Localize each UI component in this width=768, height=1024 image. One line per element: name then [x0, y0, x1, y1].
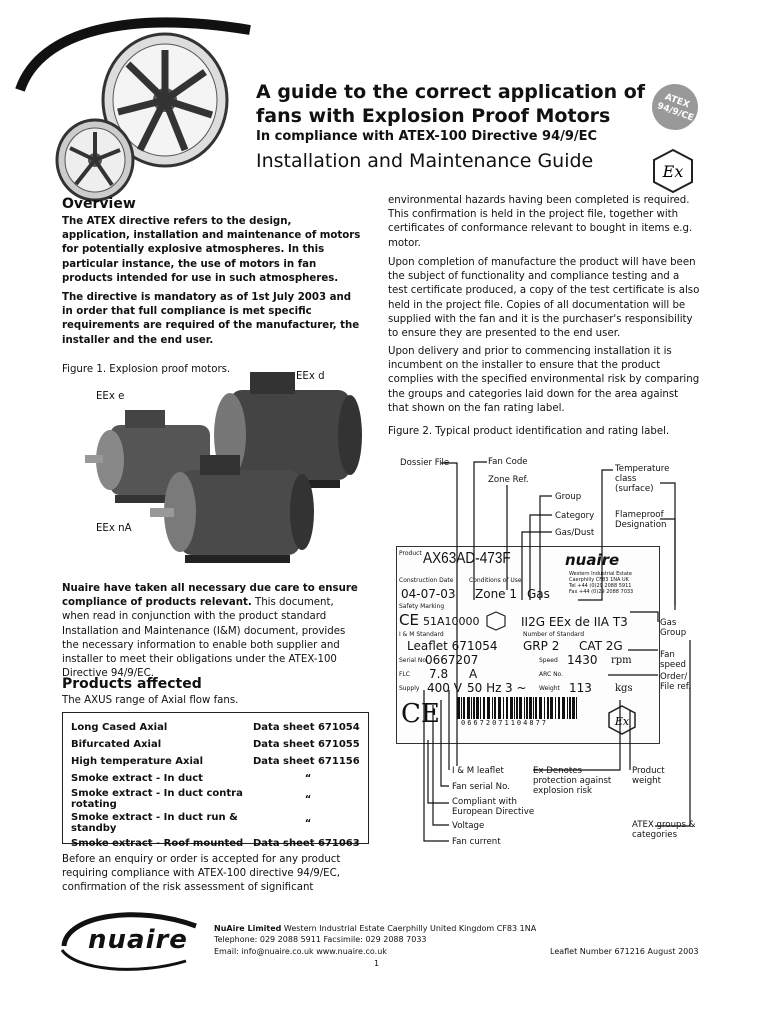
right-para-2: Upon completion of manufacture the product will have been the subject of functionality and compliance testing and a test certificate produced, a copy of the test certificate is also held in the project file. Copies of all documentation will be supplied with the fan and it is the purchaser's responsibility to ensure they are presented to the end user.: [388, 257, 700, 340]
plate-construction-label: Construction Date: [399, 577, 454, 584]
callout-zone-ref: Zone Ref.: [488, 475, 529, 485]
plate-weight: 113: [569, 681, 592, 695]
right-para-1: environmental hazards having been completed is required. This confirmation is held in the project file, together with certificates of conformance relevant to bought in items e.g. motor.: [388, 195, 693, 249]
footer-phone: Telephone: 029 2088 5911 Facsimile: 029 2088 7033: [214, 935, 427, 944]
products-intro: The AXUS range of Axial flow fans.: [62, 695, 239, 706]
product-name: Smoke extract - Roof mounted: [71, 838, 244, 849]
plate-supply-label: Supply: [399, 685, 420, 692]
plate-conditions-label: Conditions of Use: [469, 577, 522, 584]
footer-company-address: Western Industrial Estate Caerphilly United Kingdom CF83 1NA: [281, 924, 537, 933]
footer-company: [214, 923, 536, 934]
label-eex-na: EEx nA: [96, 523, 132, 534]
plate-notified-body: 51A10000: [423, 615, 480, 628]
product-name: Smoke extract - In duct run & standby: [71, 812, 238, 834]
plate-speed-label: Speed: [539, 657, 558, 664]
plate-phase: 3 ~: [505, 681, 527, 695]
plate-gas: Gas: [527, 587, 550, 601]
plate-ex-large-text: Ex: [614, 715, 630, 728]
plate-arc-label: ARC No.: [539, 671, 564, 678]
figure2-caption: Figure 2. Typical product identification and rating label.: [388, 426, 670, 437]
atex-badge-text: ATEX 94/9/CE: [655, 92, 695, 124]
product-datasheet: “: [304, 773, 312, 784]
plate-amp: A: [469, 667, 478, 681]
footer-logo: nuaire: [88, 925, 188, 955]
figure1-caption: Figure 1. Explosion proof motors.: [62, 364, 231, 375]
plate-speed: 1430: [567, 653, 598, 667]
right-para-3: Upon delivery and prior to commencing installation it is incumbent on the installer to ensure that the product complies with the specified environmental risk by comparing the groups and categories laid down for the area against that shown on the fan rating label.: [388, 346, 700, 414]
callout-product-weight: Product weight: [632, 766, 665, 786]
label-eex-d: EEx d: [296, 371, 325, 382]
plate-cat: CAT 2G: [579, 639, 623, 653]
products-heading: Products affected: [62, 676, 202, 692]
overview-heading: Overview: [62, 196, 136, 212]
overview-para-1: The ATEX directive refers to the design, application, installation and maintenance of motors for potentially explosive atmospheres. In this particular instance, the use of motors in fan products intended for use in such atmospheres.: [62, 216, 361, 284]
product-name: High temperature Axial: [71, 756, 204, 767]
plate-brand-logo: nuaire: [565, 551, 620, 569]
page-subtitle: In compliance with ATEX-100 Directive 94/9/EC: [256, 129, 598, 144]
callout-im-leaflet: I & M leaflet: [452, 766, 504, 776]
label-eex-e: EEx e: [96, 391, 125, 402]
plate-std-label: Number of Standard: [523, 631, 584, 638]
plate-serial: 0667207: [425, 653, 479, 667]
plate-im-label: I & M Standard: [399, 631, 444, 638]
plate-barcode-number: 06672071104877: [461, 719, 549, 727]
plate-ce-small: CE: [399, 611, 419, 629]
plate-marking: II2G EEx de IIA T3: [521, 615, 628, 629]
footer-email: Email: info@nuaire.co.uk www.nuaire.co.uk: [214, 947, 387, 956]
plate-addr-2: Caerphilly CF83 1NA UK: [569, 577, 629, 583]
product-name: Smoke extract - In duct: [71, 773, 203, 784]
plate-serial-label: Serial No.: [399, 657, 428, 664]
product-datasheet: Data sheet 671055: [253, 739, 360, 750]
product-datasheet: “: [304, 793, 312, 805]
plate-addr-4: Fax +44 (0)29 2088 7033: [569, 589, 634, 595]
product-name: Long Cased Axial: [71, 722, 168, 733]
plate-date: 04-07-03: [401, 587, 456, 601]
footer-leaflet-number: Leaflet Number 671216 August 2003: [550, 947, 699, 956]
callout-temp-class: Temperature class (surface): [615, 464, 670, 494]
plate-grp: GRP 2: [523, 639, 560, 653]
callout-category: Category: [555, 511, 595, 521]
plate-flc-label: FLC: [399, 671, 410, 678]
plate-hz: 50 Hz: [467, 681, 502, 695]
plate-zone: Zone 1: [475, 587, 517, 601]
plate-leaflet: Leaflet 671054: [407, 639, 498, 653]
callout-order: Order/ File ref.: [660, 672, 691, 692]
callout-fan-code: Fan Code: [488, 457, 528, 467]
product-datasheet: Data sheet 671054: [253, 722, 360, 733]
callout-voltage: Voltage: [452, 821, 485, 831]
product-datasheet: Data sheet 671156: [253, 756, 360, 767]
plate-addr-3: Tel +44 (0)29 2088 5911: [569, 583, 632, 589]
plate-safety-label: Safety Marking: [399, 603, 445, 610]
page-title: A guide to the correct application of fans with Explosion Proof Motors: [256, 81, 646, 127]
plate-rpm: rpm: [611, 655, 632, 666]
plate-ce-large: CE: [401, 699, 440, 729]
callout-dossier: Dossier File: [400, 458, 450, 468]
care-rest: This document, when read in conjunction with the product standard Installation and Maintenance (I&M) document, provides the necessary information to enable both supplier and installer to meet their obligations under the ATEX-100 Directive 94/9/EC.: [62, 597, 346, 680]
callout-flameproof: Flameproof Designation: [615, 510, 667, 530]
plate-product-code: AX63AD-473F: [423, 550, 511, 567]
callout-group: Group: [555, 492, 582, 502]
plate-weight-label: Weight: [539, 685, 560, 692]
overview-para-2: The directive is mandatory as of 1st July 2003 and in order that full compliance is met specific requirements are required of the manufacturer, the installer and the end user.: [62, 292, 360, 346]
product-name: Bifurcated Axial: [71, 739, 162, 750]
product-name: Smoke extract - In duct contra rotating: [71, 788, 243, 810]
callout-atex-groups: ATEX groups & categories: [632, 820, 696, 840]
callout-gas-dust: Gas/Dust: [555, 528, 595, 538]
plate-flc: 7.8: [429, 667, 449, 681]
care-bold: Nuaire have taken all necessary due care to ensure compliance of products relevant.: [62, 583, 358, 609]
product-datasheet: “: [304, 817, 312, 829]
plate-voltage: 400 V: [427, 681, 462, 695]
callout-fan-speed: Fan speed: [660, 650, 686, 670]
callout-compliant: Compliant with European Directive: [452, 797, 535, 817]
enquiry-paragraph: Before an enquiry or order is accepted for any product requiring compliance with ATEX-100 directive 94/9/EC, confirmation of the risk assessment of significant: [62, 854, 341, 894]
callout-fan-current: Fan current: [452, 837, 501, 847]
callout-gas-group: Gas Group: [660, 618, 687, 638]
footer-company-name: NuAire Limited: [214, 924, 282, 933]
product-datasheet: Data sheet 671063: [253, 838, 360, 849]
plate-product-label: Product: [399, 550, 422, 557]
guide-title: Installation and Maintenance Guide: [256, 150, 594, 172]
callout-fan-serial: Fan serial No.: [452, 782, 510, 792]
plate-addr-1: Western Industrial Estate: [569, 571, 632, 577]
callout-ex-denotes: Ex Denotes protection against explosion risk: [533, 766, 612, 796]
page-number: 1: [374, 959, 380, 968]
plate-kgs: kgs: [615, 683, 633, 694]
ex-hexagon-text: Ex: [662, 162, 684, 181]
